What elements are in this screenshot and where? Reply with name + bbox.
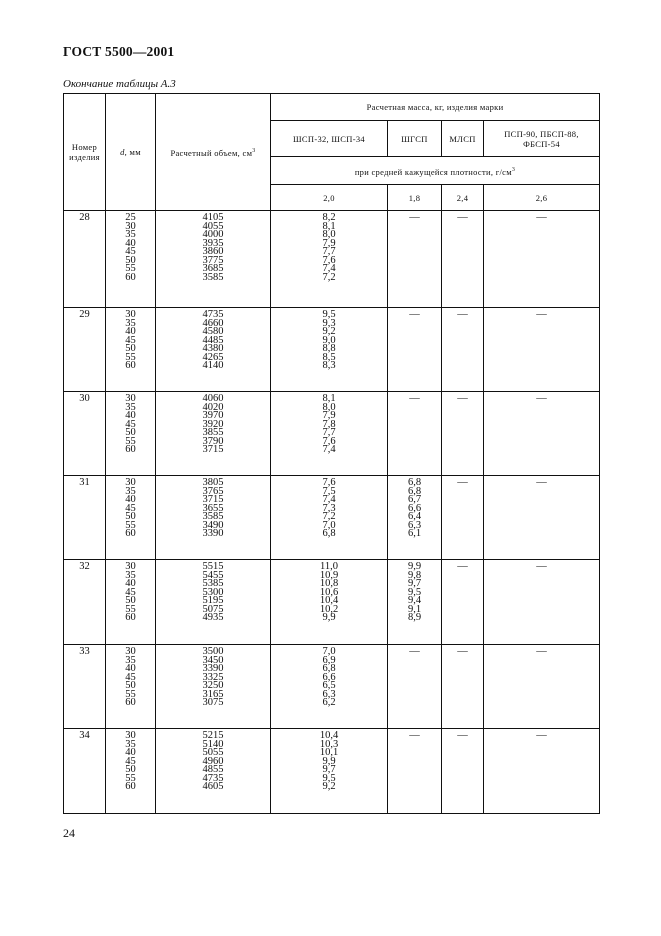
dash-cell: — — [409, 309, 420, 320]
cell-value: 3325 — [202, 671, 224, 683]
cell-value: 3715 — [202, 444, 224, 455]
cell-value: 6,4 — [407, 511, 422, 522]
mass-2-6-cell — [484, 476, 600, 560]
cell-value: 40 — [125, 410, 136, 421]
cell-value: 50 — [125, 254, 136, 266]
cell-value: 7,8 — [322, 418, 336, 430]
page-number: 24 — [63, 826, 75, 840]
mass-2-6-cell — [484, 645, 600, 729]
cell-value: 40 — [125, 237, 136, 249]
table-row — [64, 729, 600, 814]
cell-value: 6,8 — [407, 477, 422, 488]
document-header: ГОСТ 5500—2001 — [63, 44, 175, 59]
cell-value: 5385 — [202, 578, 224, 589]
dash-cell: — — [457, 393, 468, 404]
cell-value: 45 — [125, 334, 136, 346]
mass-2-4-cell — [442, 211, 484, 308]
cell-value: 8,0 — [322, 401, 336, 413]
cell-value: 8,8 — [322, 343, 336, 354]
cell-value: 3715 — [202, 494, 224, 505]
item-number-cell: 33 — [64, 645, 106, 729]
cell-value: 45 — [125, 502, 136, 514]
cell-value: 4935 — [202, 612, 224, 623]
cell-value: 7,4 — [322, 444, 336, 455]
cell-value: 9,9 — [322, 612, 336, 623]
brand-header-mlsp: МЛСП — [442, 121, 484, 157]
cell-value: 40 — [125, 663, 136, 674]
cell-value: 8,5 — [322, 351, 336, 363]
mass-2-6-cell — [484, 211, 600, 308]
cell-value: 3685 — [202, 263, 224, 274]
cell-value: 11,0 — [320, 561, 338, 572]
cell-value: 6,1 — [407, 528, 422, 539]
cell-value: 10,8 — [319, 578, 339, 589]
cell-value: 4580 — [202, 326, 224, 337]
cell-value: 7,6 — [322, 435, 336, 447]
cell-value: 4020 — [202, 401, 224, 413]
cell-value: 6,6 — [322, 671, 336, 683]
cell-value: 35 — [125, 654, 136, 666]
cell-value: 50 — [125, 427, 136, 438]
cell-value: 6,3 — [322, 688, 336, 700]
dash-cell: — — [536, 646, 547, 657]
volume-values-cell — [156, 645, 271, 729]
cell-value: 45 — [125, 418, 136, 430]
d-values-cell — [106, 476, 156, 560]
cell-value: 50 — [125, 511, 136, 522]
mass-2-4-cell — [442, 392, 484, 476]
cell-value: 55 — [125, 603, 136, 615]
cell-value: 45 — [125, 671, 136, 683]
dash-cell: — — [536, 309, 547, 320]
cell-value: 3775 — [202, 254, 224, 266]
cell-value: 3390 — [202, 528, 224, 539]
cell-value: 30 — [125, 646, 136, 657]
mass-1-8-cell — [388, 308, 442, 392]
cell-value: 55 — [125, 519, 136, 531]
cell-value: 40 — [125, 578, 136, 589]
cell-value: 35 — [125, 401, 136, 413]
dash-cell: — — [536, 477, 547, 488]
data-table — [63, 93, 600, 814]
cell-value: 3490 — [202, 519, 224, 531]
cell-value: 10,4 — [319, 730, 339, 741]
mass-1-8-cell — [388, 211, 442, 308]
cell-value: 55 — [125, 772, 136, 784]
mass-2-0-cell — [271, 729, 388, 814]
cell-value: 60 — [125, 444, 136, 455]
volume-values-cell — [156, 560, 271, 645]
cell-value: 6,6 — [407, 502, 422, 514]
cell-value: 3805 — [202, 477, 224, 488]
col-header-volume: Расчетный объем, $см^3$ — [156, 94, 271, 211]
item-number-cell: 30 — [64, 392, 106, 476]
mass-2-6-cell — [484, 729, 600, 814]
cell-value: 35 — [125, 569, 136, 581]
item-number-cell: 31 — [64, 476, 106, 560]
cell-value: 10,9 — [319, 569, 339, 581]
cell-value: 55 — [125, 435, 136, 447]
cell-value: 8,2 — [322, 212, 336, 223]
cell-value: 60 — [125, 360, 136, 371]
cell-value: 7,6 — [322, 477, 336, 488]
cell-value: 5515 — [202, 561, 224, 572]
cell-value: 7,2 — [322, 271, 336, 283]
cell-value: 9,7 — [407, 578, 422, 589]
cell-value: 5300 — [202, 586, 224, 598]
cell-value: 40 — [125, 326, 136, 337]
cell-value: 5195 — [202, 595, 224, 606]
table-row — [64, 476, 600, 560]
cell-value: 10,6 — [319, 586, 339, 598]
cell-value: 45 — [125, 586, 136, 598]
cell-value: 7,7 — [322, 246, 336, 257]
cell-value: 40 — [125, 747, 136, 758]
cell-value: 3500 — [202, 646, 224, 657]
cell-value: 50 — [125, 680, 136, 691]
cell-value: 60 — [125, 271, 136, 283]
cell-value: 6,9 — [322, 654, 336, 666]
cell-value: 3970 — [202, 410, 224, 421]
col-header-item: Номер изделия — [64, 94, 106, 211]
cell-value: 4855 — [202, 764, 224, 775]
cell-value: 45 — [125, 246, 136, 257]
table-row — [64, 560, 600, 645]
cell-value: 55 — [125, 688, 136, 700]
item-number-cell: 32 — [64, 560, 106, 645]
cell-value: 3790 — [202, 435, 224, 447]
density-1-8: 1,8 — [388, 185, 442, 211]
cell-value: 6,2 — [322, 697, 336, 708]
d-values-cell — [106, 308, 156, 392]
volume-values-cell — [156, 308, 271, 392]
cell-value: 9,5 — [407, 586, 422, 598]
cell-value: 9,5 — [322, 309, 336, 320]
cell-value: 60 — [125, 697, 136, 708]
mass-2-0-cell — [271, 392, 388, 476]
cell-value: 6,5 — [322, 680, 336, 691]
cell-value: 30 — [125, 393, 136, 404]
volume-values-cell — [156, 211, 271, 308]
density-2-0: 2,0 — [271, 185, 388, 211]
brand-header-shgsp: ШГСП — [388, 121, 442, 157]
item-number-cell: 34 — [64, 729, 106, 814]
mass-1-8-cell — [388, 392, 442, 476]
cell-value: 30 — [125, 220, 136, 232]
cell-value: 4055 — [202, 220, 224, 232]
dash-cell: — — [536, 212, 547, 223]
volume-values-cell — [156, 476, 271, 560]
dash-cell: — — [536, 730, 547, 741]
mass-1-8-cell — [388, 645, 442, 729]
cell-value: 4660 — [202, 317, 224, 329]
cell-value: 8,0 — [322, 229, 336, 240]
mass-1-8-cell — [388, 729, 442, 814]
cell-value: 3765 — [202, 485, 224, 497]
d-values-cell — [106, 560, 156, 645]
cell-value: 3585 — [202, 511, 224, 522]
cell-value: 55 — [125, 351, 136, 363]
cell-value: 9,2 — [322, 326, 336, 337]
mass-2-4-cell — [442, 308, 484, 392]
cell-value: 30 — [125, 730, 136, 741]
cell-value: 3855 — [202, 427, 224, 438]
cell-value: 7,6 — [322, 254, 336, 266]
table-caption: Окончание таблицы А.3 — [63, 78, 176, 90]
cell-value: 9,0 — [322, 334, 336, 346]
cell-value: 30 — [125, 561, 136, 572]
cell-value: 8,9 — [407, 612, 422, 623]
cell-value: 55 — [125, 263, 136, 274]
cell-value: 7,9 — [322, 410, 336, 421]
cell-value: 3655 — [202, 502, 224, 514]
cell-value: 9,1 — [407, 603, 422, 615]
cell-value: 9,9 — [407, 561, 422, 572]
table-row — [64, 308, 600, 392]
cell-value: 50 — [125, 764, 136, 775]
volume-values-cell — [156, 392, 271, 476]
d-values-cell — [106, 645, 156, 729]
cell-value: 7,5 — [322, 485, 336, 497]
brand-header-psp: ПСП-90, ПБСП-88, ФБСП-54 — [484, 121, 600, 157]
cell-value: 3920 — [202, 418, 224, 430]
cell-value: 3075 — [202, 697, 224, 708]
cell-value: 4605 — [202, 781, 224, 792]
cell-value: 6,3 — [407, 519, 422, 531]
cell-value: 4735 — [202, 309, 224, 320]
cell-value: 5215 — [202, 730, 224, 741]
cell-value: 7,3 — [322, 502, 336, 514]
cell-value: 8,3 — [322, 360, 336, 371]
table-row — [64, 392, 600, 476]
cell-value: 35 — [125, 229, 136, 240]
mass-2-0-cell — [271, 211, 388, 308]
mass-2-4-cell — [442, 729, 484, 814]
cell-value: 10,4 — [319, 595, 339, 606]
cell-value: 7,4 — [322, 494, 336, 505]
dash-cell: — — [409, 212, 420, 223]
dash-cell: — — [457, 730, 468, 741]
cell-value: 9,9 — [322, 755, 336, 767]
dash-cell: — — [457, 212, 468, 223]
cell-value: 7,4 — [322, 263, 336, 274]
mass-2-4-cell — [442, 645, 484, 729]
dash-cell: — — [457, 561, 468, 572]
mass-2-4-cell — [442, 476, 484, 560]
cell-value: 8,1 — [322, 220, 336, 232]
cell-value: 9,2 — [322, 781, 336, 792]
cell-value: 35 — [125, 317, 136, 329]
brand-header-shsp: ШСП-32, ШСП-34 — [271, 121, 388, 157]
cell-value: 9,5 — [322, 772, 336, 784]
cell-value: 9,3 — [322, 317, 336, 329]
item-number-cell: 28 — [64, 211, 106, 308]
cell-value: 60 — [125, 781, 136, 792]
cell-value: 4265 — [202, 351, 224, 363]
cell-value: 60 — [125, 528, 136, 539]
mass-2-6-cell — [484, 560, 600, 645]
cell-value: 4140 — [202, 360, 224, 371]
col-header-d: d, мм — [106, 94, 156, 211]
mass-2-0-cell — [271, 476, 388, 560]
mass-1-8-cell — [388, 560, 442, 645]
cell-value: 3165 — [202, 688, 224, 700]
cell-value: 7,2 — [322, 511, 336, 522]
dash-cell: — — [536, 561, 547, 572]
mass-2-0-cell — [271, 645, 388, 729]
cell-value: 10,1 — [319, 747, 339, 758]
density-header: при средней кажущейся плотности, $г/см^3$ — [271, 157, 600, 185]
cell-value: 6,8 — [322, 528, 336, 539]
cell-value: 6,8 — [407, 485, 422, 497]
mass-header: Расчетная масса, кг, изделия марки — [271, 94, 600, 121]
density-2-6: 2,6 — [484, 185, 600, 211]
cell-value: 6,7 — [407, 494, 422, 505]
dash-cell: — — [457, 646, 468, 657]
cell-value: 9,4 — [407, 595, 422, 606]
d-values-cell — [106, 392, 156, 476]
cell-value: 60 — [125, 612, 136, 623]
cell-value: 9,7 — [322, 764, 336, 775]
cell-value: 5075 — [202, 603, 224, 615]
cell-value: 9,8 — [407, 569, 422, 581]
item-number-cell: 29 — [64, 308, 106, 392]
mass-2-0-cell — [271, 560, 388, 645]
cell-value: 5140 — [202, 738, 224, 750]
density-2-4: 2,4 — [442, 185, 484, 211]
cell-value: 7,9 — [322, 237, 336, 249]
cell-value: 6,8 — [322, 663, 336, 674]
cell-value: 5455 — [202, 569, 224, 581]
cell-value: 8,1 — [322, 393, 336, 404]
cell-value: 10,2 — [319, 603, 339, 615]
d-values-cell — [106, 211, 156, 308]
cell-value: 3860 — [202, 246, 224, 257]
cell-value: 30 — [125, 477, 136, 488]
table-row — [64, 211, 600, 308]
cell-value: 3250 — [202, 680, 224, 691]
cell-value: 4380 — [202, 343, 224, 354]
cell-value: 7,7 — [322, 427, 336, 438]
cell-value: 7,0 — [322, 519, 336, 531]
cell-value: 4000 — [202, 229, 224, 240]
table-row — [64, 645, 600, 729]
cell-value: 45 — [125, 755, 136, 767]
cell-value: 5055 — [202, 747, 224, 758]
cell-value: 30 — [125, 309, 136, 320]
cell-value: 50 — [125, 343, 136, 354]
cell-value: 3390 — [202, 663, 224, 674]
dash-cell: — — [536, 393, 547, 404]
cell-value: 3935 — [202, 237, 224, 249]
cell-value: 4105 — [202, 212, 224, 223]
cell-value: 35 — [125, 738, 136, 750]
cell-value: 35 — [125, 485, 136, 497]
cell-value: 4060 — [202, 393, 224, 404]
mass-2-4-cell — [442, 560, 484, 645]
mass-2-6-cell — [484, 308, 600, 392]
d-values-cell — [106, 729, 156, 814]
cell-value: 50 — [125, 595, 136, 606]
cell-value: 4485 — [202, 334, 224, 346]
mass-2-6-cell — [484, 392, 600, 476]
cell-value: 3450 — [202, 654, 224, 666]
cell-value: 4735 — [202, 772, 224, 784]
cell-value: 10,3 — [319, 738, 339, 750]
cell-value: 4960 — [202, 755, 224, 767]
dash-cell: — — [409, 730, 420, 741]
dash-cell: — — [409, 393, 420, 404]
cell-value: 3585 — [202, 271, 224, 283]
volume-values-cell — [156, 729, 271, 814]
mass-1-8-cell — [388, 476, 442, 560]
mass-2-0-cell — [271, 308, 388, 392]
dash-cell: — — [409, 646, 420, 657]
cell-value: 7,0 — [322, 646, 336, 657]
dash-cell: — — [457, 309, 468, 320]
cell-value: 25 — [125, 212, 136, 223]
dash-cell: — — [457, 477, 468, 488]
cell-value: 40 — [125, 494, 136, 505]
